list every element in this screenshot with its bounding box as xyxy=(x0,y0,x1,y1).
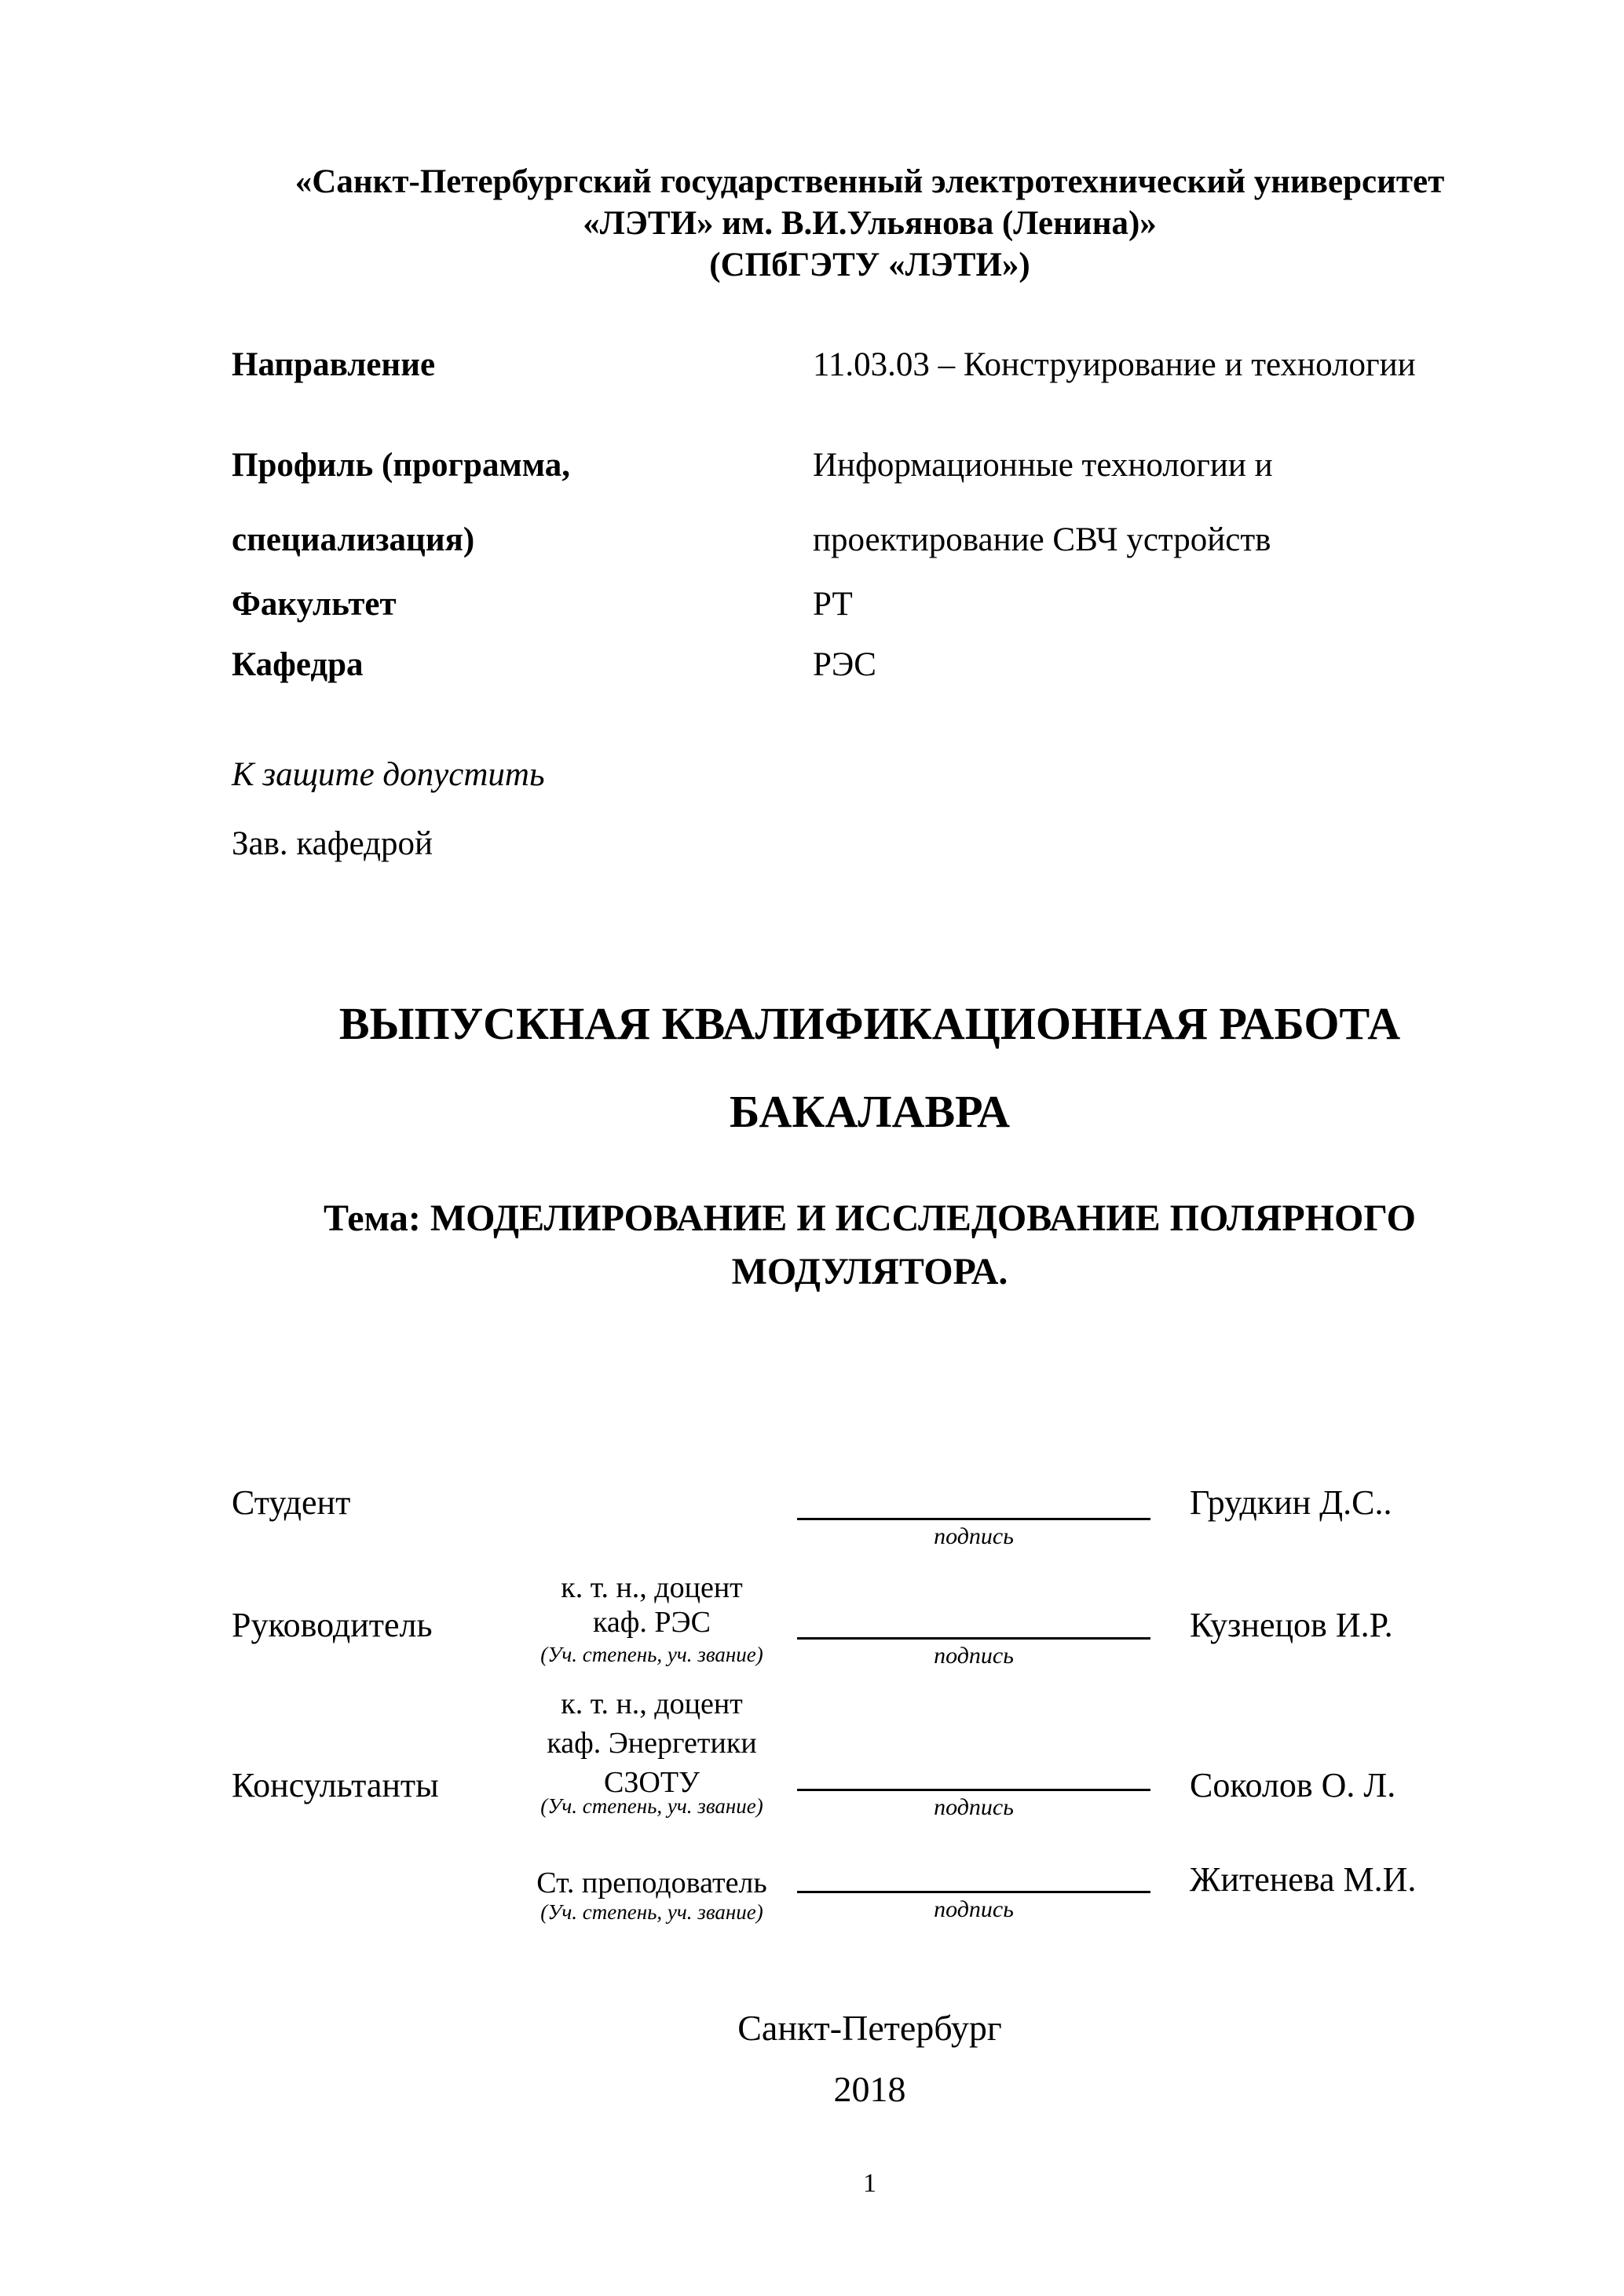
direction-value: 11.03.03 – Конструирование и технологии xyxy=(813,346,1416,383)
signature-row-consultant-2 xyxy=(0,1859,1624,1961)
field-department xyxy=(232,645,1508,684)
admission-line: К защите допустить xyxy=(232,756,545,793)
department-head-line: Зав. кафедрой xyxy=(232,825,433,862)
consultant-2-signature-caption: подпись xyxy=(934,1896,1014,1922)
consultant-1-qualification-line-3: СЗОТУ xyxy=(604,1766,700,1799)
consultant-2-qualification xyxy=(495,1866,809,1900)
consultant-2-name: Житенева М.И. xyxy=(1190,1860,1417,1899)
consultant-2-signature-line xyxy=(797,1859,1150,1893)
work-title-line-1: ВЫПУСКНАЯ КВАЛИФИКАЦИОННАЯ РАБОТА xyxy=(338,998,1401,1049)
field-direction xyxy=(232,345,1508,384)
consultant-1-signature-field xyxy=(797,1687,1150,1821)
profile-value-line-1: Информационные технологии и xyxy=(813,447,1273,484)
student-signature-field xyxy=(797,1483,1150,1550)
admission-block xyxy=(232,740,1508,879)
university-header-line-1: «Санкт-Петербургский государственный электротехнический университет xyxy=(294,163,1445,200)
supervisor-qualification-line-2: каф. РЭС xyxy=(593,1606,711,1639)
consultant-1-name: Соколов О. Л. xyxy=(1190,1766,1396,1804)
direction-label: Направление xyxy=(232,346,436,383)
consultant-1-signature-caption: подпись xyxy=(934,1794,1014,1820)
university-header-line-3: (СПбГЭТУ «ЛЭТИ») xyxy=(709,247,1030,283)
supervisor-role-label: Руководитель xyxy=(232,1606,433,1644)
field-profile xyxy=(232,428,1508,577)
topic-line-1: Тема: МОДЕЛИРОВАНИЕ И ИССЛЕДОВАНИЕ ПОЛЯРНОГО xyxy=(324,1197,1416,1239)
work-title xyxy=(232,980,1508,1156)
work-title-line-2: БАКАЛАВРА xyxy=(729,1086,1011,1137)
supervisor-qualification-line-1: к. т. н., доцент xyxy=(561,1571,743,1604)
consultant-2-degree-caption: (Уч. степень, уч. звание) xyxy=(540,1900,763,1924)
consultant-2-signature-field xyxy=(797,1859,1150,1923)
signature-row-supervisor xyxy=(0,1570,1624,1687)
university-header xyxy=(232,161,1508,286)
profile-label xyxy=(232,428,813,577)
profile-label-line-1: Профиль (программа, xyxy=(232,447,570,484)
topic-title xyxy=(232,1192,1508,1299)
field-faculty xyxy=(232,585,1508,623)
page-number: 1 xyxy=(863,2169,876,2198)
consultant-1-qualification-line-1: к. т. н., доцент xyxy=(561,1687,743,1720)
student-signature-caption: подпись xyxy=(934,1523,1014,1549)
consultant-1-signature-line xyxy=(797,1687,1150,1791)
consultant-2-qualification-line-1: Ст. преподователь xyxy=(536,1866,767,1899)
consultant-1-qualification-line-2: каф. Энергетики xyxy=(547,1727,757,1760)
supervisor-signature-line xyxy=(797,1570,1150,1640)
supervisor-degree-caption: (Уч. степень, уч. звание) xyxy=(540,1643,763,1666)
university-header-line-2: «ЛЭТИ» им. В.И.Ульянова (Ленина)» xyxy=(583,205,1157,242)
profile-value-line-2: проектирование СВЧ устройств xyxy=(813,521,1271,558)
city-label: Санкт-Петербург xyxy=(737,2008,1002,2048)
consultant-1-qualification xyxy=(495,1687,809,1799)
signature-row-student xyxy=(0,1483,1624,1570)
profile-label-line-2: специализация) xyxy=(232,521,475,558)
student-name: Грудкин Д.С.. xyxy=(1190,1483,1392,1522)
signature-row-consultant-1 xyxy=(0,1687,1624,1859)
supervisor-qualification xyxy=(495,1570,809,1643)
supervisor-signature-field xyxy=(797,1570,1150,1669)
consultants-role-label: Консультанты xyxy=(232,1766,439,1804)
consultant-1-degree-caption: (Уч. степень, уч. звание) xyxy=(540,1794,763,1818)
student-signature-line xyxy=(797,1483,1150,1520)
profile-value xyxy=(813,428,1508,577)
supervisor-name: Кузнецов И.Р. xyxy=(1190,1606,1393,1644)
year-label: 2018 xyxy=(833,2069,906,2109)
student-role-label: Студент xyxy=(232,1483,351,1522)
supervisor-signature-caption: подпись xyxy=(934,1643,1014,1669)
faculty-value: РТ xyxy=(813,586,853,623)
department-label: Кафедра xyxy=(232,646,364,683)
department-value: РЭС xyxy=(813,646,876,683)
faculty-label: Факультет xyxy=(232,586,397,623)
topic-line-2: МОДУЛЯТОРА. xyxy=(731,1251,1008,1292)
